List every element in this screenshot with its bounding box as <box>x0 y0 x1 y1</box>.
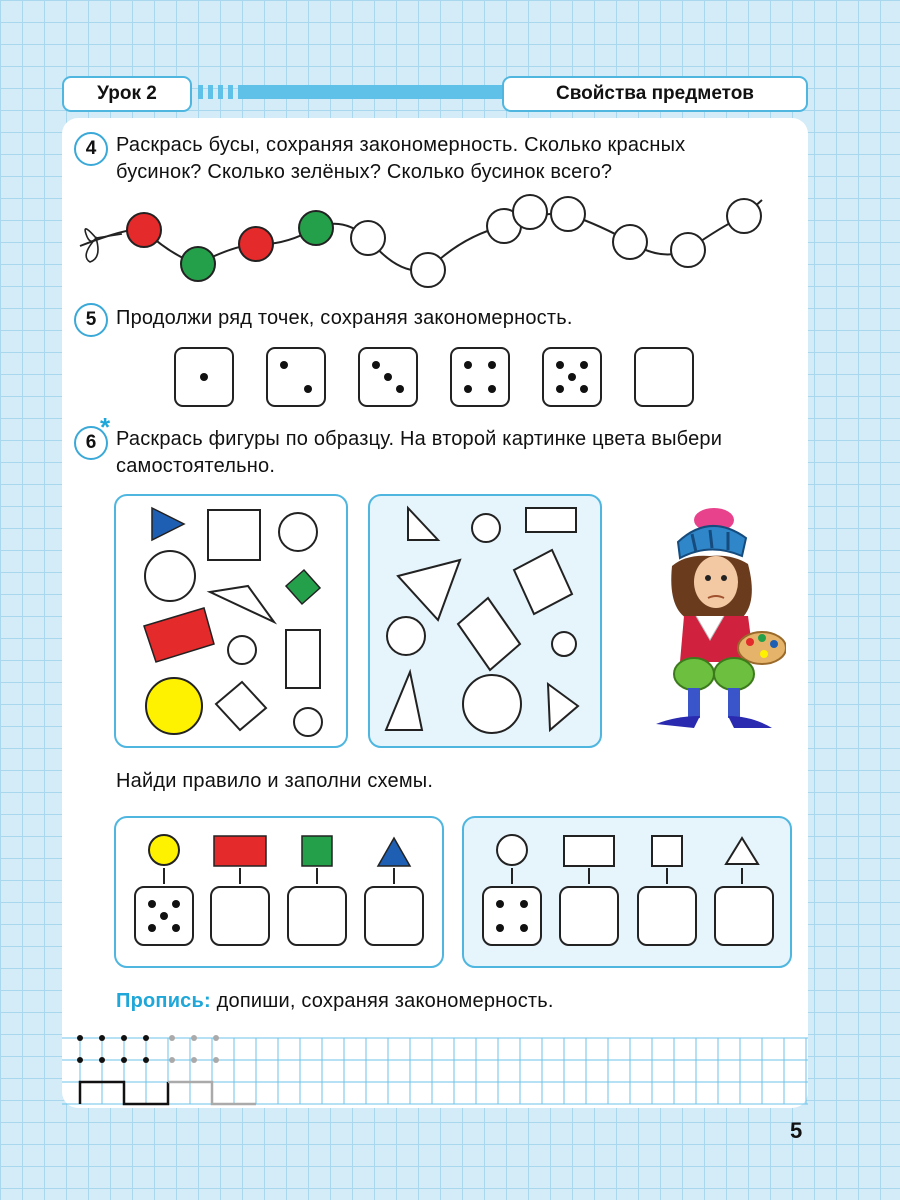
rectangle-shape <box>526 508 576 532</box>
propis-instruction <box>116 988 554 1015</box>
square-shape <box>208 510 260 560</box>
answer-box[interactable] <box>637 886 697 946</box>
dice-2 <box>266 347 326 407</box>
lesson-label <box>62 76 192 112</box>
connector-line <box>316 868 318 884</box>
connector-line <box>163 868 165 884</box>
triangle-shape <box>726 838 758 864</box>
die-pip <box>396 385 404 393</box>
rectangle-shape <box>286 630 320 688</box>
circle-shape <box>552 632 576 656</box>
die-pip <box>160 912 168 920</box>
connector-line <box>393 868 395 884</box>
page-number: 5 <box>790 1118 803 1143</box>
die-pip <box>172 924 180 932</box>
circle-shape <box>463 675 521 733</box>
dice-4 <box>450 347 510 407</box>
copybook-grid[interactable] <box>62 1030 808 1106</box>
task4-line1: Раскрась бусы, сохраняя закономерность. Сколько красных <box>116 134 686 156</box>
die-pip <box>520 924 528 932</box>
die-pip <box>464 385 472 393</box>
bead[interactable] <box>727 199 761 233</box>
pattern-line-faded <box>168 1082 256 1104</box>
blue-triangle-shape <box>378 838 410 866</box>
die-pip <box>556 361 564 369</box>
header-stripe <box>228 85 233 99</box>
coloring-shapes-panel[interactable] <box>368 494 602 748</box>
answer-box[interactable] <box>364 886 424 946</box>
yellow-circle-shape <box>146 678 202 734</box>
bead[interactable] <box>299 211 333 245</box>
boy-artist-illustration <box>636 502 786 734</box>
circle-shape <box>294 708 322 736</box>
header-bar <box>238 85 502 99</box>
bead[interactable] <box>411 253 445 287</box>
header-stripe <box>208 85 213 99</box>
pattern-line <box>80 1082 168 1104</box>
die-pip <box>280 361 288 369</box>
die-pip <box>464 361 472 369</box>
task5-number-text: 5 <box>85 309 97 330</box>
bead[interactable] <box>239 227 273 261</box>
pattern-dots <box>77 1035 149 1063</box>
connector-line <box>666 868 668 884</box>
scheme-panel-task <box>462 816 792 968</box>
header-stripe <box>218 85 223 99</box>
die-pip <box>580 361 588 369</box>
red-rectangle-shape <box>214 836 266 866</box>
die-pip <box>172 900 180 908</box>
circle-shape <box>472 514 500 542</box>
task6-line1: Раскрась фигуры по образцу. На второй картинке цвета выбери <box>116 428 723 450</box>
bead[interactable] <box>181 247 215 281</box>
dice-empty[interactable] <box>634 347 694 407</box>
grid-verticals <box>80 1038 806 1104</box>
circle-shape <box>387 617 425 655</box>
die-pip <box>384 373 392 381</box>
bead-string <box>62 186 808 290</box>
task4-number <box>74 132 108 166</box>
beads-group <box>127 195 761 287</box>
star-icon: * <box>100 412 111 442</box>
connector-line <box>511 868 513 884</box>
bead[interactable] <box>551 197 585 231</box>
die-pip <box>568 373 576 381</box>
task4-line2: бусинок? Сколько зелёных? Сколько бусинок всего? <box>116 161 613 183</box>
die-pip <box>304 385 312 393</box>
die-pip <box>496 900 504 908</box>
die-pip <box>148 900 156 908</box>
die-pip <box>556 385 564 393</box>
circle-shape <box>228 636 256 664</box>
dice-1 <box>174 347 234 407</box>
dice-5 <box>134 886 194 946</box>
dice-3 <box>358 347 418 407</box>
scheme-panel-sample <box>114 816 444 968</box>
topic-text: Свойства предметов <box>555 83 754 104</box>
die-pip <box>200 373 208 381</box>
dice-5 <box>542 347 602 407</box>
rule-instruction: Найди правило и заполни схемы. <box>116 770 434 792</box>
connector-line <box>741 868 743 884</box>
bead[interactable] <box>613 225 647 259</box>
propis-label: Пропись: <box>116 990 211 1012</box>
circle-shape <box>497 835 527 865</box>
die-pip <box>488 361 496 369</box>
die-pip <box>520 900 528 908</box>
square-shape <box>652 836 682 866</box>
propis-text: допиши, сохраняя закономерность. <box>216 990 554 1012</box>
header-stripe <box>198 85 203 99</box>
answer-box[interactable] <box>714 886 774 946</box>
task6-number-text: 6 <box>85 432 97 453</box>
sample-shapes-panel <box>114 494 348 748</box>
lesson-text: Урок 2 <box>97 83 157 104</box>
content-card <box>62 118 808 1108</box>
die-pip <box>488 385 496 393</box>
task6-line2: самостоятельно. <box>116 455 276 477</box>
task6-text <box>116 426 722 480</box>
bead[interactable] <box>351 221 385 255</box>
die-pip <box>148 924 156 932</box>
circle-shape <box>279 513 317 551</box>
connector-line <box>588 868 590 884</box>
answer-box[interactable] <box>287 886 347 946</box>
dice-4 <box>482 886 542 946</box>
die-pip <box>580 385 588 393</box>
bead[interactable] <box>513 195 547 229</box>
topic-label <box>502 76 808 112</box>
task4-number-text: 4 <box>85 138 97 159</box>
yellow-circle-shape <box>149 835 179 865</box>
answer-box[interactable] <box>210 886 270 946</box>
answer-box[interactable] <box>559 886 619 946</box>
die-pip <box>372 361 380 369</box>
bead[interactable] <box>671 233 705 267</box>
bead[interactable] <box>127 213 161 247</box>
rectangle-shape <box>564 836 614 866</box>
green-square-shape <box>302 836 332 866</box>
circle-shape <box>145 551 195 601</box>
task4-text <box>116 132 685 186</box>
connector-line <box>239 868 241 884</box>
task5-number <box>74 303 108 337</box>
die-pip <box>496 924 504 932</box>
task5-text: Продолжи ряд точек, сохраняя закономерность. <box>116 307 573 329</box>
